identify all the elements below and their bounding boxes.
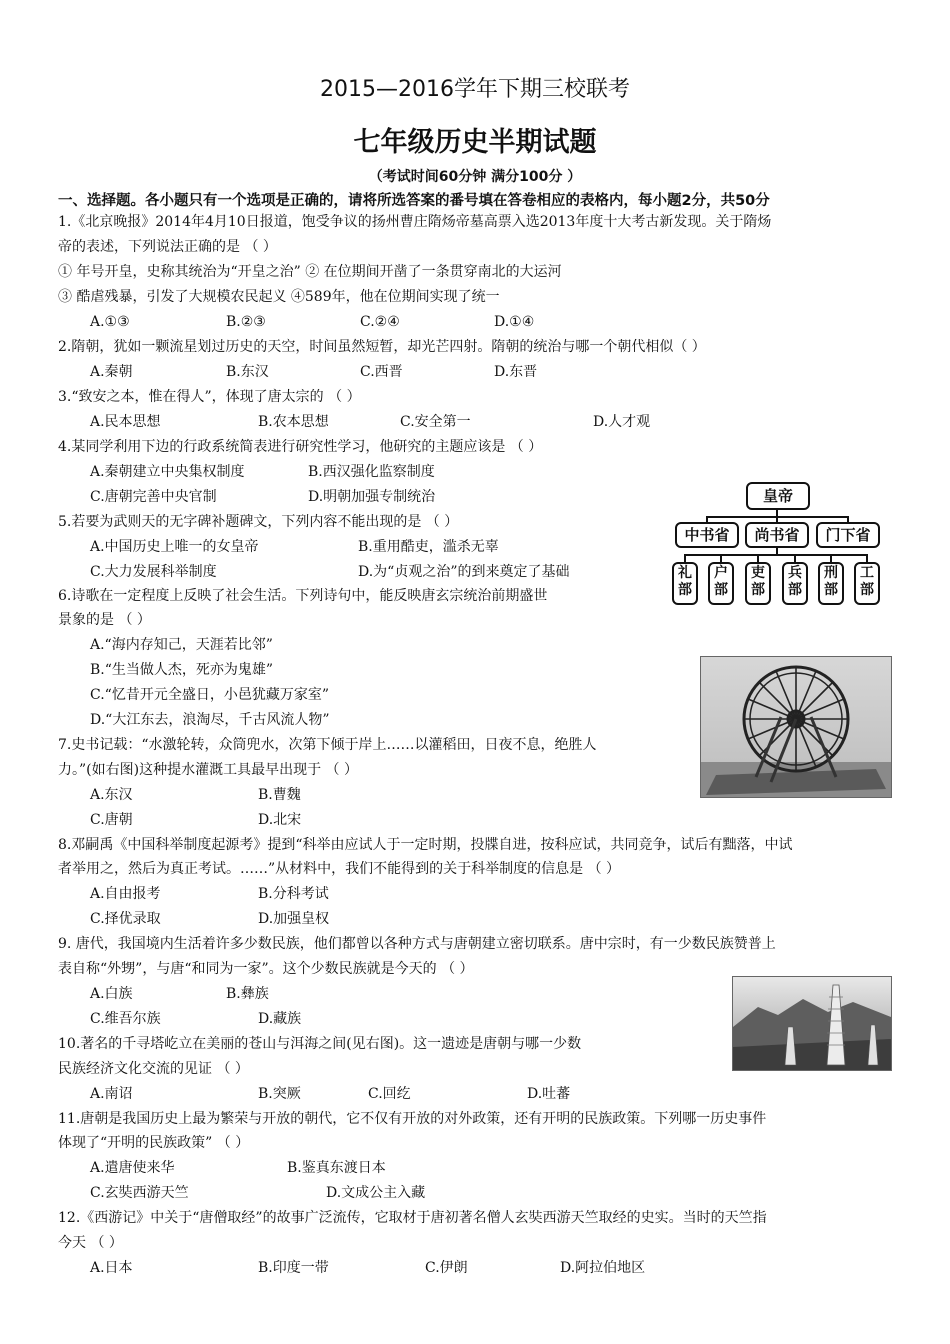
q11-stem-line1: 11.唐朝是我国历史上最为繁荣与开放的朝代，它不仅有开放的对外政策，还有开明的民族政策。下列哪一历史事件 bbox=[58, 1111, 767, 1127]
q4-option-d: D.明朝加强专制统治 bbox=[308, 489, 436, 505]
q10-option-c: C.回纥 bbox=[368, 1086, 411, 1102]
diagram-connector bbox=[794, 554, 796, 562]
q3-stem: 3.“致安之本，惟在得人”，体现了唐太宗的 （ ） bbox=[58, 389, 361, 405]
q10-stem-line1: 10.著名的千寻塔屹立在美丽的苍山与洱海之间(见右图)。这一遗迹是唐朝与哪一少数 bbox=[58, 1036, 582, 1052]
diagram-libu-rites-box: 礼部 bbox=[672, 562, 698, 605]
q8-option-c: C.择优录取 bbox=[90, 911, 161, 927]
q12-stem-line1: 12.《西游记》中关于“唐僧取经”的故事广泛流传，它取材于唐初著名僧人玄奘西游天竺取经的史实。当时的天竺指 bbox=[58, 1210, 767, 1226]
q7-option-c: C.唐朝 bbox=[90, 812, 133, 828]
diagram-bingbu-box: 兵部 bbox=[782, 562, 808, 605]
q2-option-c: C.西晋 bbox=[360, 364, 403, 380]
q4-option-c: C.唐朝完善中央官制 bbox=[90, 489, 217, 505]
waterwheel-photo bbox=[700, 656, 892, 798]
q7-option-b: B.曹魏 bbox=[258, 787, 301, 803]
q6-stem-line2: 景象的是 （ ） bbox=[58, 612, 151, 628]
diagram-zhongshu-box: 中书省 bbox=[675, 522, 739, 548]
q3-option-d: D.人才观 bbox=[593, 414, 651, 430]
diagram-connector bbox=[866, 554, 868, 562]
diagram-connector bbox=[684, 554, 686, 562]
q11-option-a: A.遣唐使来华 bbox=[90, 1160, 175, 1176]
q12-option-d: D.阿拉伯地区 bbox=[560, 1260, 646, 1276]
q5-option-c: C.大力发展科举制度 bbox=[90, 564, 217, 580]
q1-statement-2: ③ 酷虐残暴，引发了大规模农民起义 ④589年，他在位期间实现了统一 bbox=[58, 289, 500, 305]
q4-stem: 4.某同学利用下边的行政系统简表进行研究性学习，他研究的主题应该是 （ ） bbox=[58, 439, 543, 455]
diagram-connector bbox=[720, 554, 722, 562]
q4-option-a: A.秦朝建立中央集权制度 bbox=[90, 464, 245, 480]
q1-option-a: A.①③ bbox=[90, 314, 130, 330]
q3-option-a: A.民本思想 bbox=[90, 414, 161, 430]
q6-option-d: D.“大江东去，浪淘尽，千古风流人物” bbox=[90, 712, 330, 728]
q11-stem-line2: 体现了“开明的民族政策” （ ） bbox=[58, 1135, 250, 1151]
exam-header-title: 2015—2016学年下期三校联考 bbox=[320, 77, 630, 102]
diagram-connector bbox=[830, 554, 832, 562]
diagram-connector bbox=[684, 554, 868, 556]
q10-option-a: A.南诏 bbox=[90, 1086, 133, 1102]
diagram-menxia-box: 门下省 bbox=[816, 522, 880, 548]
q3-option-b: B.农本思想 bbox=[258, 414, 329, 430]
q8-stem-line2: 者举用之，然后为真正考试。……”从材料中，我们不能得到的关于科举制度的信息是 （ ） bbox=[58, 861, 621, 877]
diagram-emperor-box: 皇帝 bbox=[746, 482, 810, 510]
q7-stem-line1: 7.史书记载：“水激轮转，众筒兜水，次第下倾于岸上……以灌稻田，日夜不息，绝胜人 bbox=[58, 737, 597, 753]
q8-option-b: B.分科考试 bbox=[258, 886, 329, 902]
exam-subtitle: （考试时间60分钟 满分100分 ） bbox=[368, 169, 582, 185]
q1-option-b: B.②③ bbox=[226, 314, 266, 330]
diagram-connector bbox=[776, 546, 778, 554]
q7-option-a: A.东汉 bbox=[90, 787, 133, 803]
q12-stem-line2: 今天 （ ） bbox=[58, 1235, 123, 1251]
q1-option-c: C.②④ bbox=[360, 314, 400, 330]
q9-option-d: D.藏族 bbox=[258, 1011, 302, 1027]
q9-stem-line2: 表自称“外甥”，与唐“和同为一家”。这个少数民族就是今天的 （ ） bbox=[58, 961, 474, 977]
waterwheel-icon bbox=[701, 657, 891, 797]
q2-option-a: A.秦朝 bbox=[90, 364, 133, 380]
admin-system-diagram bbox=[670, 482, 885, 607]
diagram-connector bbox=[776, 508, 778, 516]
section-heading: 一、选择题。各小题只有一个选项是正确的，请将所选答案的番号填在答卷相应的表格内，每小题2分，共50分 bbox=[58, 193, 770, 209]
q11-option-b: B.鉴真东渡日本 bbox=[287, 1160, 386, 1176]
q1-statement-1: ① 年号开皇，史称其统治为“开皇之治” ② 在位期间开凿了一条贯穿南北的大运河 bbox=[58, 264, 562, 280]
q7-option-d: D.北宋 bbox=[258, 812, 302, 828]
q2-option-b: B.东汉 bbox=[226, 364, 269, 380]
q9-option-a: A.白族 bbox=[90, 986, 133, 1002]
q2-stem: 2.隋朝，犹如一颗流星划过历史的天空，时间虽然短暂，却光芒四射。隋朝的统治与哪一个朝代相似（ ） bbox=[58, 339, 706, 355]
q6-option-a: A.“海内存知己，天涯若比邻” bbox=[90, 637, 273, 653]
q9-option-c: C.维吾尔族 bbox=[90, 1011, 161, 1027]
q9-option-b: B.彝族 bbox=[226, 986, 269, 1002]
q6-option-b: B.“生当做人杰，死亦为鬼雄” bbox=[90, 662, 274, 678]
diagram-xingbu-box: 刑部 bbox=[818, 562, 844, 605]
q5-stem: 5.若要为武则天的无字碑补题碑文，下列内容不能出现的是 （ ） bbox=[58, 514, 459, 530]
q5-option-d: D.为“贞观之治”的到来奠定了基础 bbox=[358, 564, 570, 580]
q5-option-b: B.重用酷吏，滥杀无辜 bbox=[358, 539, 499, 555]
q8-option-a: A.自由报考 bbox=[90, 886, 161, 902]
q12-option-b: B.印度一带 bbox=[258, 1260, 329, 1276]
diagram-libu-personnel-box: 吏部 bbox=[745, 562, 771, 605]
q1-option-d: D.①④ bbox=[494, 314, 535, 330]
q10-option-d: D.吐蕃 bbox=[527, 1086, 571, 1102]
pagoda-photo bbox=[732, 976, 892, 1071]
q1-stem-line2: 帝的表述，下列说法正确的是 （ ） bbox=[58, 239, 277, 255]
diagram-connector bbox=[757, 554, 759, 562]
q7-stem-line2: 力。”(如右图)这种提水灌溉工具最早出现于 （ ） bbox=[58, 762, 358, 778]
q1-stem-line1: 1.《北京晚报》2014年4月10日报道，饱受争议的扬州曹庄隋炀帝墓高票入选2013年度十大考古新发现。关于隋炀 bbox=[58, 214, 772, 230]
q4-option-b: B.西汉强化监察制度 bbox=[308, 464, 435, 480]
q3-option-c: C.安全第一 bbox=[400, 414, 471, 430]
q5-option-a: A.中国历史上唯一的女皇帝 bbox=[90, 539, 259, 555]
q10-option-b: B.突厥 bbox=[258, 1086, 301, 1102]
q10-stem-line2: 民族经济文化交流的见证 （ ） bbox=[58, 1061, 249, 1077]
exam-name: 七年级历史半期试题 bbox=[353, 127, 597, 158]
q6-stem-line1: 6.诗歌在一定程度上反映了社会生活。下列诗句中，能反映唐玄宗统治前期盛世 bbox=[58, 588, 548, 604]
q12-option-a: A.日本 bbox=[90, 1260, 133, 1276]
q12-option-c: C.伊朗 bbox=[425, 1260, 468, 1276]
q11-option-d: D.文成公主入藏 bbox=[326, 1185, 426, 1201]
diagram-shangshu-box: 尚书省 bbox=[745, 522, 809, 548]
diagram-gongbu-box: 工部 bbox=[854, 562, 880, 605]
q11-option-c: C.玄奘西游天竺 bbox=[90, 1185, 189, 1201]
q8-option-d: D.加强皇权 bbox=[258, 911, 330, 927]
diagram-hubu-box: 户部 bbox=[708, 562, 734, 605]
pagoda-icon bbox=[733, 977, 891, 1070]
q8-stem-line1: 8.邓嗣禹《中国科举制度起源考》提到“科举由应试人于一定时期，投牒自进，按科应试，共同竞争，试后有黜落，中试 bbox=[58, 837, 793, 853]
q2-option-d: D.东晋 bbox=[494, 364, 538, 380]
q6-option-c: C.“忆昔开元全盛日，小邑犹藏万家室” bbox=[90, 687, 329, 703]
q9-stem-line1: 9. 唐代，我国境内生活着许多少数民族，他们都曾以各种方式与唐朝建立密切联系。唐中宗时，有一少数民族赞普上 bbox=[58, 936, 776, 952]
